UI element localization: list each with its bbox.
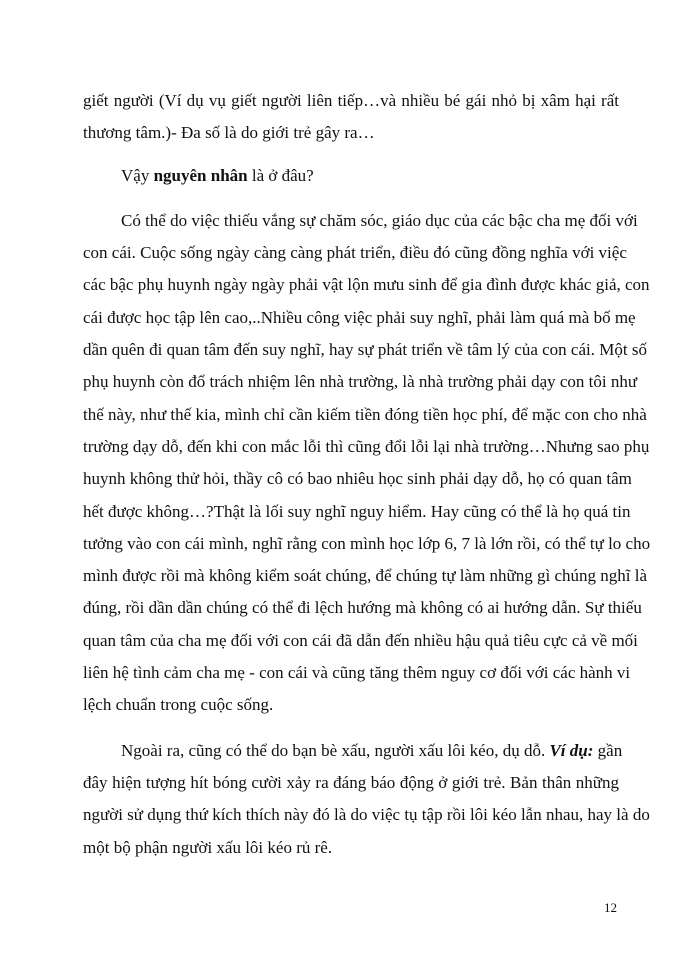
example-label: Ví dụ:: [549, 740, 594, 760]
text-line: liên hệ tình cảm cha mẹ - con cái và cũng tăng thêm nguy cơ đối với các hành vi: [83, 663, 631, 683]
text-line: tưởng vào con cái mình, nghĩ rằng con mình học lớp 6, 7 là lớn rồi, có thể tự lo cho: [83, 533, 651, 553]
text-line: hết được không…?Thật là lối suy nghĩ nguy hiểm. Hay cũng có thể là họ quá tin: [83, 501, 631, 521]
text-line: [83, 735, 623, 767]
text-line: người sử dụng thứ kích thích này đó là do việc tụ tập rồi lôi kéo lẫn nhau, hay là do: [83, 805, 650, 825]
text-line: đúng, rồi dần dần chúng có thể đi lệch hướng mà không có ai hướng dẫn. Sự thiếu: [83, 598, 642, 618]
text-line: Có thể do việc thiếu vắng sự chăm sóc, giáo dục của các bậc cha mẹ đối với: [121, 210, 638, 230]
text-line: quan tâm của cha mẹ đối với con cái đã dẫn đến nhiều hậu quả tiêu cực cả về mối: [83, 630, 638, 650]
paragraph-continuation: [83, 85, 619, 150]
text-line: dần quên đi quan tâm đến suy nghĩ, hay sự phát triển về tâm lý của con cái. Một số: [83, 340, 647, 360]
friends-text: Ngoài ra, cũng có thể do bạn bè xấu, người xấu lôi kéo, dụ dỗ.: [121, 740, 550, 760]
text-line: thế này, như thế kia, mình chỉ cần kiếm tiền đóng tiền học phí, để mặc con cho nhà: [83, 404, 647, 424]
friends-text-end: gần: [593, 740, 623, 760]
question-bold-text: nguyên nhân: [153, 165, 248, 185]
text-line: lệch chuẩn trong cuộc sống.: [83, 695, 274, 715]
text-line: mình được rồi mà không kiểm soát chúng, để chúng tự làm những gì chúng nghĩ là: [83, 566, 648, 586]
text-line: con cái. Cuộc sống ngày càng càng phát triển, điều đó cũng đồng nghĩa với việc: [83, 243, 627, 263]
text-line: đây hiện tượng hít bóng cười xảy ra đáng báo động ở giới trẻ. Bản thân những: [83, 772, 619, 792]
text-line: cái được học tập lên cao,..Nhiều công việc phải suy nghĩ, phải làm quá mà bố mẹ: [83, 307, 636, 327]
text-line: giết người (Ví dụ vụ giết người liên tiếp…và nhiều bé gái nhỏ bị xâm hại rất: [83, 91, 619, 110]
page-number: 12: [604, 900, 617, 915]
question-line: [83, 160, 619, 192]
text-line: các bậc phụ huynh ngày ngày phải vật lộn mưu sinh để gia đình được khác giả, con: [83, 275, 650, 295]
question-text: Vậy: [121, 165, 154, 185]
text-line: thương tâm.)- Đa số là do giới trẻ gây ra…: [83, 123, 375, 143]
text-line: một bộ phận người xấu lôi kéo rủ rê.: [83, 837, 333, 857]
paragraph-friends-causes: [83, 735, 650, 864]
page-content: [83, 85, 651, 864]
text-line: phụ huynh còn đổ trách nhiệm lên nhà trường, là nhà trường phải dạy con tôi như: [83, 372, 638, 392]
text-line: trường dạy dỗ, đến khi con mắc lỗi thì cũng đổi lỗi lại nhà trường…Nhưng sao phụ: [83, 436, 650, 456]
paragraph-family-causes: [83, 205, 651, 722]
question-text-end: là ở đâu?: [247, 165, 314, 185]
text-line: huynh không thử hỏi, thầy cô có bao nhiêu học sinh phải dạy dỗ, họ có quan tâm: [83, 469, 632, 489]
